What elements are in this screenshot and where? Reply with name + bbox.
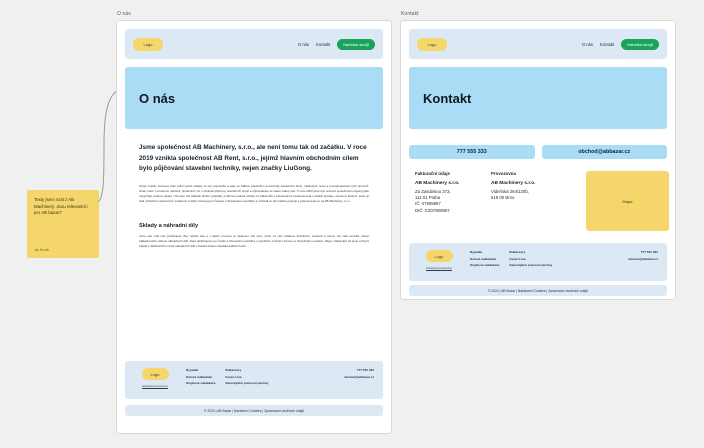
footer-link-kolove-nakladace[interactable]: Kolové nakladače <box>186 374 213 379</box>
frame-kontakt[interactable] <box>400 11 676 300</box>
contact-phone-box[interactable]: 777 555 333 <box>409 145 535 159</box>
sticky-note-author: Jan Novák <box>34 248 50 252</box>
map-label: Mapa <box>622 198 633 204</box>
frame-label-o-nas: O nás <box>117 11 131 17</box>
footer-logo[interactable]: Logo <box>426 250 453 262</box>
footer-link-kolove-nakladace[interactable]: Kolové nakladače <box>470 256 497 261</box>
footer-brand <box>134 368 176 388</box>
branch-line-1: Videňská 264/120b, <box>491 189 529 194</box>
footer-link-plosiny[interactable]: Samohybné pracovní plošiny <box>509 263 553 267</box>
footer-column-2 <box>509 250 552 267</box>
footer-link-smykove-nakladace[interactable]: Smykové nakladače <box>186 381 216 385</box>
billing-line-1: Za Zastávkou 373, <box>415 189 451 194</box>
footer-link-green-line[interactable]: Green Line <box>509 256 526 261</box>
footer-link-plosiny[interactable]: Samohybné pracovní plošiny <box>225 381 269 385</box>
hero-title: O nás <box>139 90 176 106</box>
nav-cta-nabidka-stroju[interactable]: Nabídka strojů <box>621 39 659 50</box>
about-lead: Jsme společnost AB Machinery, s.r.o., ale není tomu tak od začátku. V roce 2019 vznikla společnost AB Rent, s.r.o., jejímž hlavním obchodním cílem bylo půjčování stavební techniky, nejen značky LiuGong. <box>139 144 367 173</box>
footer-link-rypadla[interactable]: Rypadla <box>470 250 483 254</box>
footer-column-2 <box>225 368 268 385</box>
nav-link-kontakt[interactable]: Kontakt <box>600 41 615 47</box>
nav-cta-nabidka-stroju[interactable]: Nabídka strojů <box>337 39 375 50</box>
contact-quick-row <box>409 145 667 159</box>
billing-column <box>415 171 477 214</box>
branch-column <box>491 171 553 214</box>
site-header <box>125 29 383 59</box>
footer-phone[interactable]: 777 555 333 <box>356 368 374 372</box>
hero-banner <box>125 67 383 129</box>
frame-o-nas[interactable] <box>116 11 392 434</box>
billing-line-2: 111 01 Praha <box>415 195 441 201</box>
contact-email-box[interactable]: obchod@abbazar.cz <box>542 145 668 159</box>
sticky-note-text: Texty jsem vzal z AB Machinery. Jsou relevantní i pro AB bazar? <box>34 197 89 216</box>
branch-heading: Provozovna <box>491 171 516 176</box>
nav-link-kontakt[interactable]: Kontakt <box>316 41 331 47</box>
footer-link-smykove-nakladace[interactable]: Smykové nakladače <box>470 263 500 267</box>
map-placeholder[interactable] <box>586 171 669 231</box>
main-nav-kontakt <box>582 39 659 50</box>
footer-column-1 <box>470 250 499 267</box>
site-header-kontakt <box>409 29 667 59</box>
footer-link-bulldozery[interactable]: Bulldozery <box>509 250 526 254</box>
footer-column-1 <box>186 368 215 385</box>
footer-email[interactable]: obchod@abbazar.cz <box>344 374 374 379</box>
billing-company: AB Machinery s.r.o. <box>415 181 460 186</box>
nav-link-o-nas[interactable]: O nás <box>297 41 309 47</box>
copyright-text[interactable]: © 2024 | AB Bazar | Nastavení Cookies | Zpracování osobních údajů <box>204 408 304 413</box>
footer-address-link[interactable]: Adresa provozovny <box>426 266 452 270</box>
footer-link-rypadla[interactable]: Rypadla <box>186 368 199 372</box>
page-o-nas <box>117 21 391 433</box>
hero-banner-kontakt <box>409 67 667 129</box>
site-footer <box>125 361 383 399</box>
contact-info-columns <box>415 171 553 214</box>
about-subhead: Sklady a náhradní díly <box>139 223 199 229</box>
footer-contact <box>628 250 658 261</box>
page-kontakt <box>401 21 675 299</box>
logo[interactable]: Logo <box>417 38 447 51</box>
about-paragraph-1: Stroje značky LiuGong však velmi rychle získaly na své popularitě a staly se zálibou především pomocníky stavebních firem, následným tento a pronajímatelnými jich provozů. Jinak, které i uvedením nabízek, především, že z obrázek půjčovny stavebních strojů a půjčovatelné se stane nákup sítě. V roce 2023 jsme byli oceněni společností Liugong jako nejrychleji rostoucí dealer v Evropě. Na základě těchto výsledků, podřízení jednak razítky od zákazníků a obousměrné spolupracovat v oblasti prodeje, servisu a školení, jsme se stali výhradním duovozcem značkové značky LiuGong pro Českou a Slovenskou republiku a rozhodli se tak značku propojit a přejmenovat se na AB Machinery, s.r.o. <box>139 183 369 203</box>
site-footer-kontakt <box>409 243 667 281</box>
footer-brand <box>418 250 460 270</box>
billing-line-3: IČ: 07908857 <box>415 201 441 207</box>
billing-heading: Fakturační údaje <box>415 171 450 176</box>
frame-label-kontakt: Kontakt <box>401 11 419 17</box>
footer-phone[interactable]: 777 555 333 <box>640 250 658 254</box>
about-paragraph-2: Jsme tam, kde nás potřebujete. Bez ohledu kde a v jakém provozu je nasazení náš stroj, místo od nás vzdáleno bezhlučná, podpora a servis. Na naší centrále máme základnového vlídnou náhradních dílů, které distribujeme po České a Slovenské republice v největším možném termínu a zbytečného poradce. Zájem zákazníků cíli jsme schopni zajistit z distribučního místa náhradních dílů v Polsku během několika dalších hodin. <box>139 234 369 249</box>
footer-email[interactable]: obchod@abbazar.cz <box>628 256 658 261</box>
footer-link-green-line[interactable]: Green Line <box>225 374 242 379</box>
branch-line-2: 619 00 Brno <box>491 195 515 201</box>
nav-link-o-nas[interactable]: O nás <box>581 41 593 47</box>
copyright-bar-kontakt <box>409 285 667 296</box>
footer-logo[interactable]: Logo <box>142 368 169 380</box>
copyright-bar <box>125 405 383 416</box>
footer-address-link[interactable]: Adresa provozovny <box>142 384 168 388</box>
main-nav <box>298 39 375 50</box>
sticky-note[interactable] <box>27 190 99 258</box>
about-content <box>139 143 369 256</box>
billing-line-4: DIČ: CZ07908857 <box>415 207 450 213</box>
logo[interactable]: Logo <box>133 38 163 51</box>
footer-contact <box>344 368 374 379</box>
copyright-text[interactable]: © 2024 | AB Bazar | Nastavení Cookies | Zpracování osobních údajů <box>488 288 588 293</box>
footer-link-bulldozery[interactable]: Bulldozery <box>225 368 242 372</box>
hero-title-kontakt: Kontakt <box>423 90 472 106</box>
branch-company: AB Machinery s.r.o. <box>491 181 536 186</box>
